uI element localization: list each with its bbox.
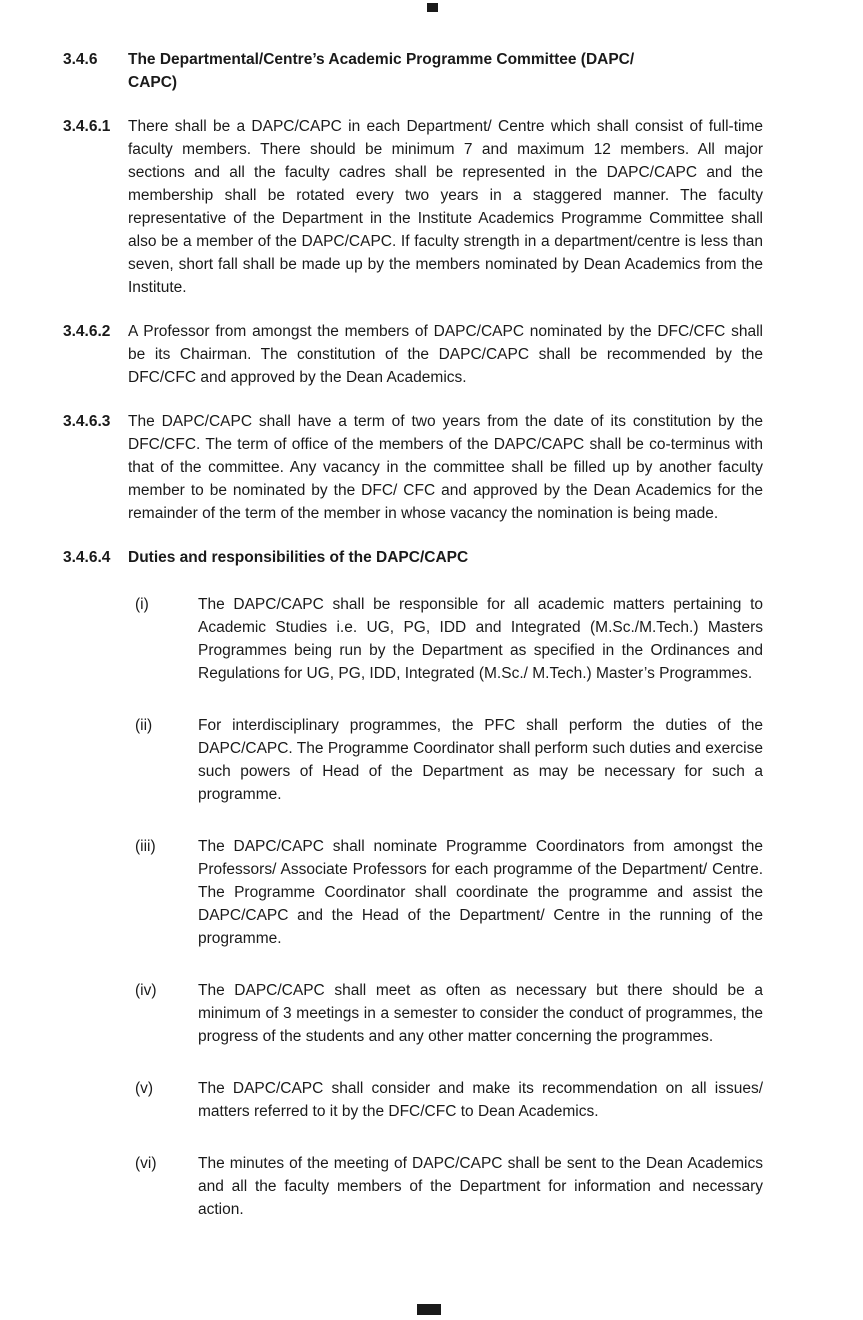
duty-item-vi xyxy=(135,1152,763,1221)
paragraph-number: 3.4.6.2 xyxy=(63,323,111,340)
duty-text: The DAPC/CAPC shall consider and make its recommendation on all issues/ matters referred to it by the DFC/CFC to Dean Academics. xyxy=(198,1080,763,1120)
paragraph-3-4-6-3 xyxy=(63,410,763,525)
paragraph-number: 3.4.6.1 xyxy=(63,118,111,135)
duty-item-i xyxy=(135,593,763,685)
section-number: 3.4.6 xyxy=(63,51,98,68)
document-content xyxy=(63,48,763,1250)
paragraph-text: There shall be a DAPC/CAPC in each Department/ Centre which shall consist of full-time faculty members. There should be minimum 7 and maximum 12 members. All major sections and all the faculty cadres shall be represented in the DAPC/CAPC and the membership shall be rotated every two years in a staggered manner. The faculty representative of the Department in the Institute Academics Programme Committee shall also be a member of the DAPC/CAPC. If faculty strength in a department/centre is less than seven, short fall shall be made up by the members nominated by Dean Academics from the Institute. xyxy=(128,118,763,296)
section-title xyxy=(128,48,763,94)
duty-label: (iv) xyxy=(135,982,157,999)
paragraph-3-4-6-1 xyxy=(63,115,763,299)
section-heading-3-4-6-4 xyxy=(63,546,763,569)
duty-item-iii xyxy=(135,835,763,950)
duty-item-iv xyxy=(135,979,763,1048)
section-heading-3-4-6 xyxy=(63,48,763,94)
duty-label: (v) xyxy=(135,1080,154,1097)
section-title-line1: The Departmental/Centre’s Academic Programme Committee (DAPC/ xyxy=(128,51,635,68)
section-title: Duties and responsibilities of the DAPC/CAPC xyxy=(128,549,469,566)
duty-item-v xyxy=(135,1077,763,1123)
paragraph-number: 3.4.6.3 xyxy=(63,413,111,430)
duties-list xyxy=(135,593,763,1221)
paragraph-3-4-6-2 xyxy=(63,320,763,389)
page-crop-mark-bottom xyxy=(417,1304,441,1315)
duty-item-ii xyxy=(135,714,763,806)
duty-label: (vi) xyxy=(135,1155,157,1172)
section-number: 3.4.6.4 xyxy=(63,549,111,566)
duty-text: The minutes of the meeting of DAPC/CAPC shall be sent to the Dean Academics and all the faculty members of the Department for information and necessary action. xyxy=(198,1155,763,1218)
paragraph-text: The DAPC/CAPC shall have a term of two years from the date of its constitution by the DFC/CFC. The term of office of the members of the DAPC/CAPC shall be co-terminus with that of the committee. Any vacancy in the committee shall be filled up by another faculty member to be nominated by the DFC/ CFC and approved by the Dean Academics for the remainder of the term of the member in whose vacancy the nomination is being made. xyxy=(128,413,763,522)
duty-label: (i) xyxy=(135,596,149,613)
duty-text: For interdisciplinary programmes, the PFC shall perform the duties of the DAPC/CAPC. The Programme Coordinator shall perform such duties and exercise such powers of Head of the Department as may be necessary for such a programme. xyxy=(198,717,763,803)
duty-label: (iii) xyxy=(135,838,156,855)
page-crop-mark-top xyxy=(427,3,438,12)
section-title-line2: CAPC) xyxy=(128,74,178,91)
paragraph-text: A Professor from amongst the members of DAPC/CAPC nominated by the DFC/CFC shall be its Chairman. The constitution of the DAPC/CAPC shall be recommended by the DFC/CFC and approved by the Dean Academics. xyxy=(128,323,763,386)
duty-text: The DAPC/CAPC shall be responsible for all academic matters pertaining to Academic Studies i.e. UG, PG, IDD and Integrated (M.Sc./M.Tech.) Masters Programmes being run by the Department as specified in the Ordinances and Regulations for UG, PG, IDD, Integrated (M.Sc./ M.Tech.) Master’s Programmes. xyxy=(198,596,763,682)
duty-text: The DAPC/CAPC shall nominate Programme Coordinators from amongst the Professors/ Associate Professors for each programme of the Department/ Centre. The Programme Coordinator shall coordinate the programme and assist the DAPC/CAPC and the Head of the Department/ Centre in the running of the programme. xyxy=(198,838,763,947)
duty-label: (ii) xyxy=(135,717,153,734)
duty-text: The DAPC/CAPC shall meet as often as necessary but there should be a minimum of 3 meetings in a semester to consider the conduct of programmes, the progress of the students and any other matter concerning the programmes. xyxy=(198,982,763,1045)
